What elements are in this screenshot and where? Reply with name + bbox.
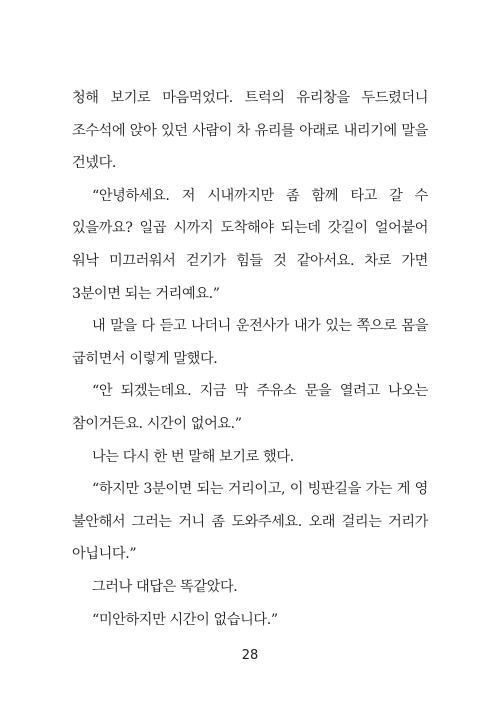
paragraph-1: 청해 보기로 마음먹었다. 트럭의 유리창을 두드렸더니 조수석에 앉아 있던 사람이 차 유리를 아래로 내리기에 말을 건넸다. [72, 90, 428, 172]
paragraph-8: “미안하지만 시간이 없습니다.” [92, 611, 278, 628]
paragraph-4: “안 되겠는데요. 지금 막 주유소 문을 열려고 나오는 참이거든요. 시간이 없어요.” [72, 383, 428, 432]
paragraph-6: “하지만 3분이면 되는 거리이고, 이 빙판길을 가는 게 영 불안해서 그러는 거니 좀 도와주세요. 오래 걸리는 거리가 아닙니다.” [72, 481, 428, 563]
paragraph-3: 내 말을 다 듣고 나더니 운전사가 내가 있는 쪽으로 몸을 굽히면서 이렇게 말했다. [72, 318, 428, 367]
page-number: 28 [241, 648, 259, 663]
paragraph-5: 나는 다시 한 번 말해 보기로 했다. [92, 448, 294, 465]
body-text [72, 82, 428, 636]
paragraph-7: 그러나 대답은 똑같았다. [92, 578, 238, 595]
paragraph-2: “안녕하세요. 저 시내까지만 좀 함께 타고 갈 수 있을까요? 일곱 시까지 도착해야 되는데 갓길이 얼어붙어 워낙 미끄러워서 걷기가 힘들 것 같아서요. 차로 가면 3분이면 되는 거리예요.” [72, 187, 428, 302]
